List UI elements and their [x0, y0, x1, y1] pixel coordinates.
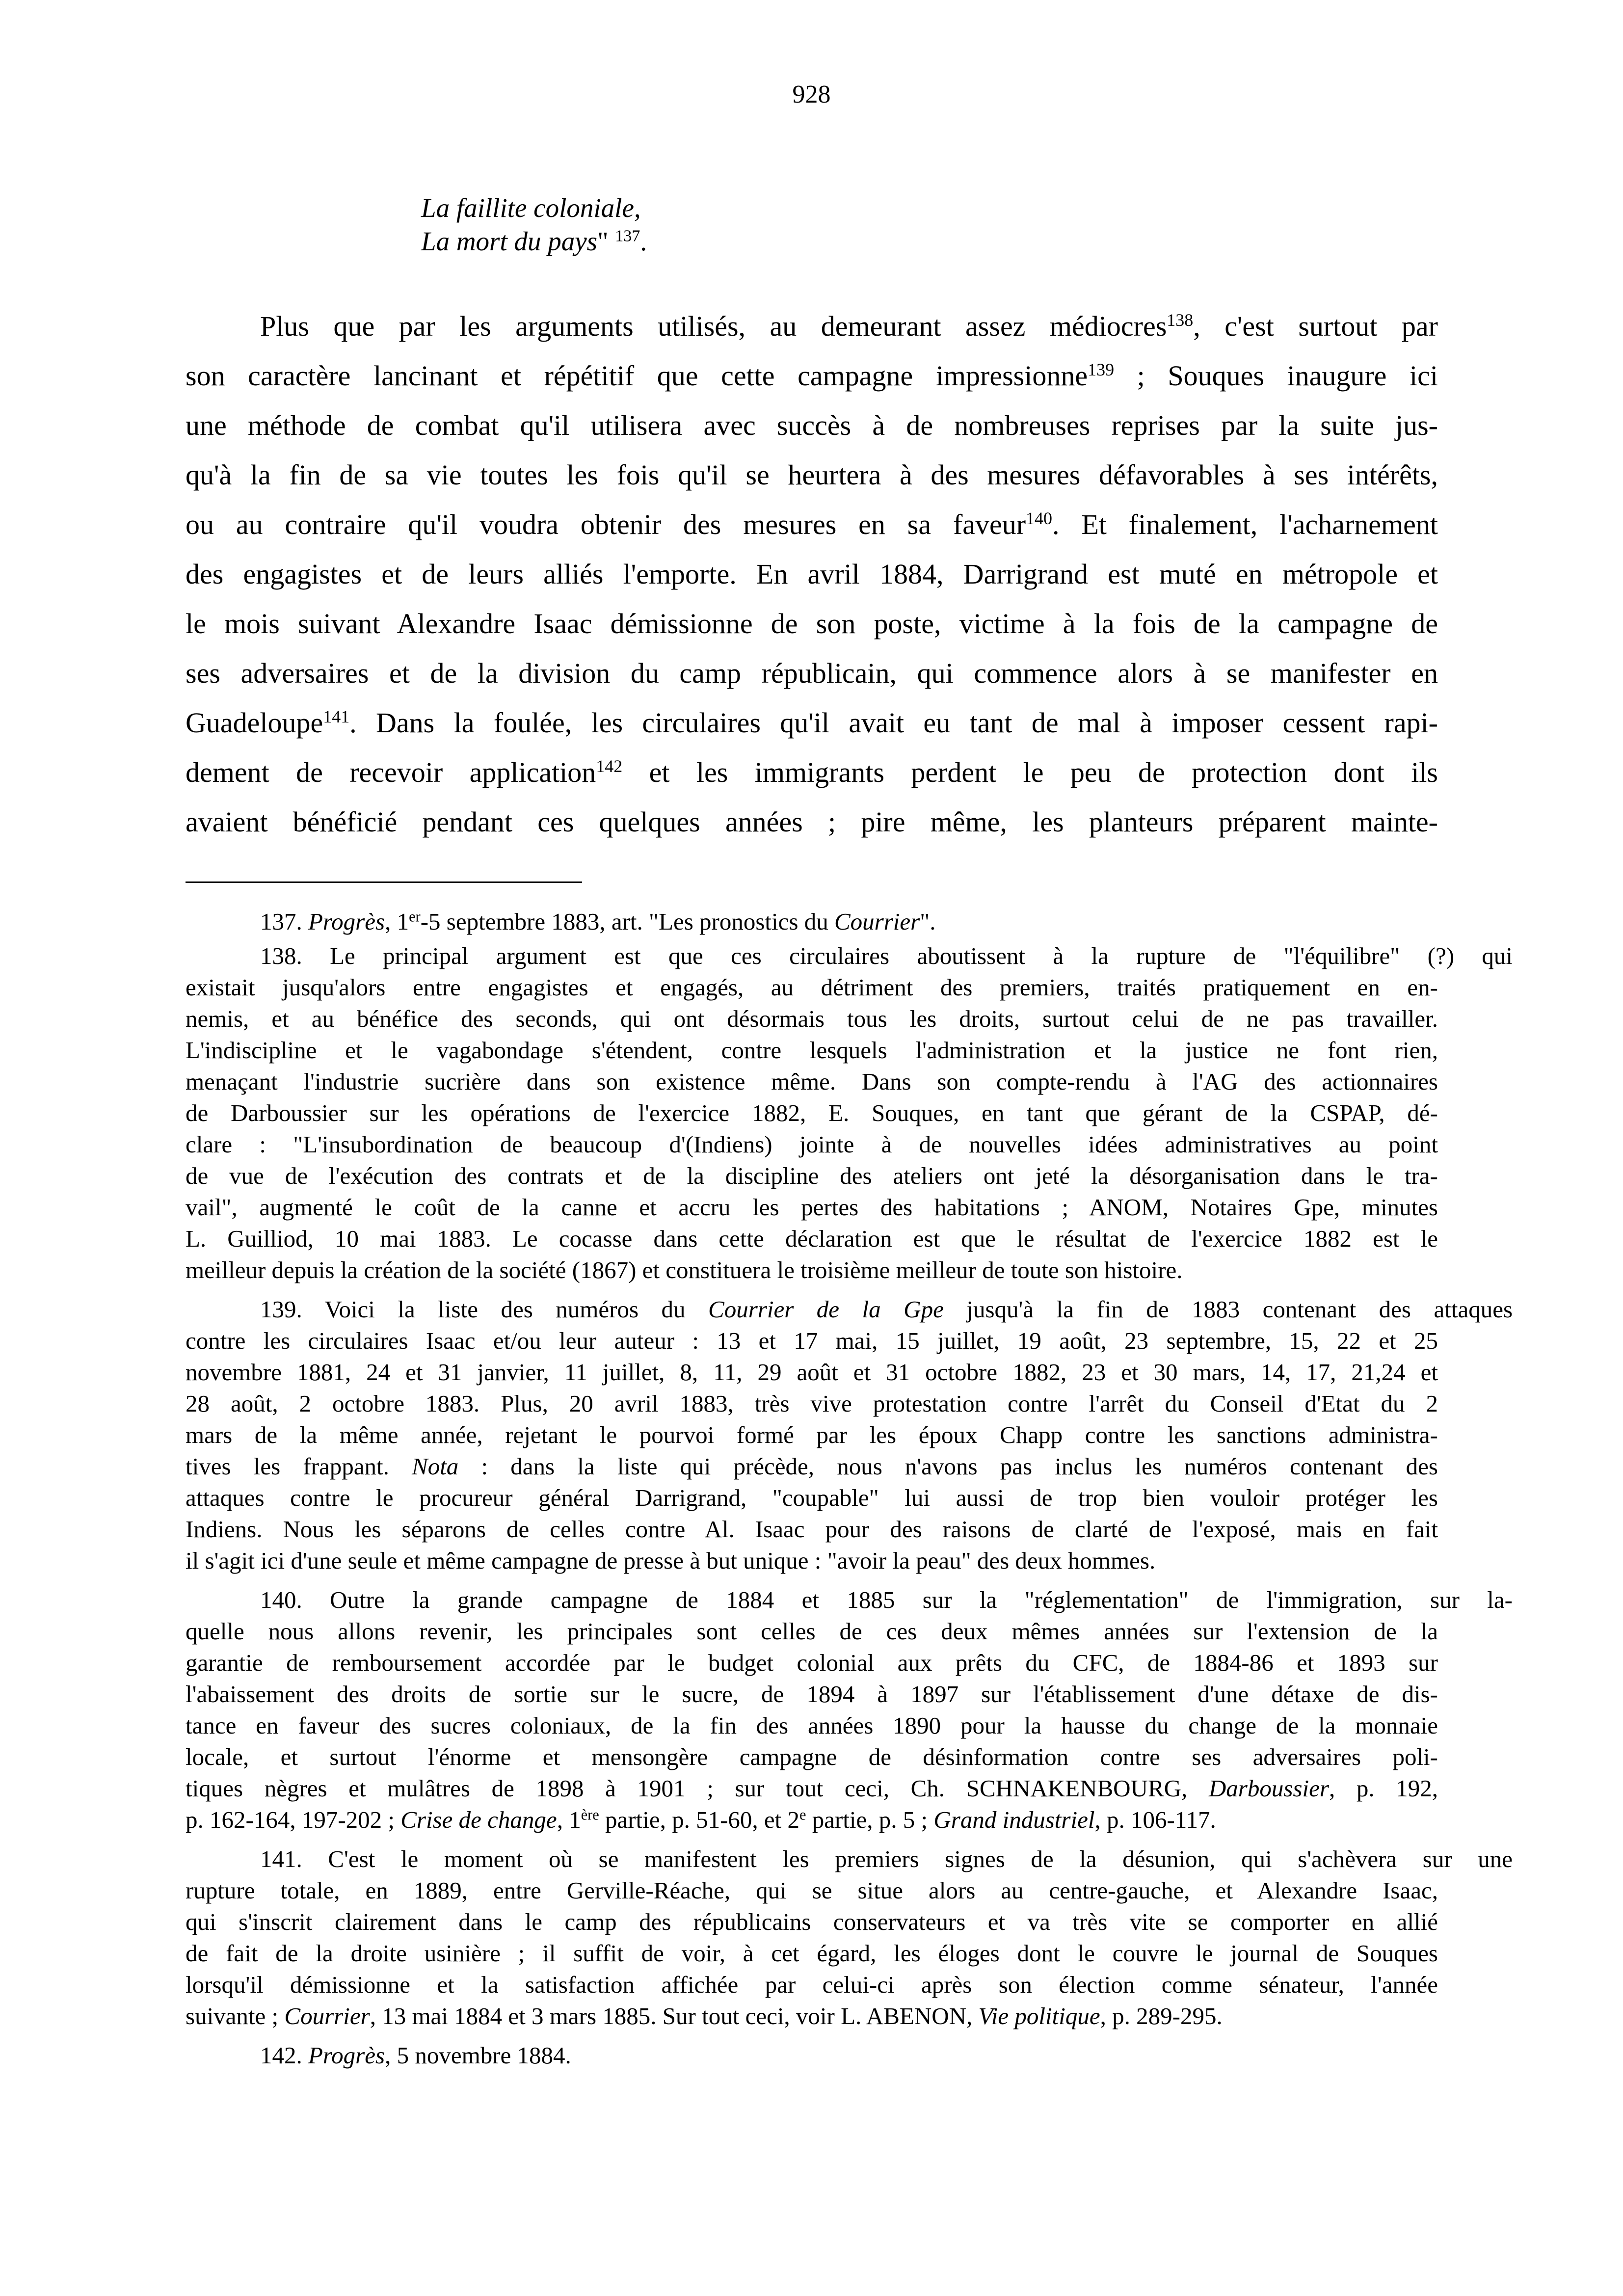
body-line: une méthode de combat qu'il utilisera avec succès à de nombreuses reprises par la suite jus-	[186, 409, 1438, 441]
footnote-line: garantie de remboursement accordée par le budget colonial aux prêts du CFC, de 1884-86 et 1893 sur	[186, 1649, 1438, 1676]
footnote-line: de Darboussier sur les opérations de l'exercice 1882, E. Souques, en tant que gérant de la CSPAP, dé-	[186, 1099, 1438, 1126]
footnote-line: existait jusqu'alors entre engagistes et engagés, au détriment des premiers, traités pratiquement en en-	[186, 974, 1438, 1001]
footnote-ref-139[interactable]: 139	[1088, 360, 1115, 380]
footnote-line: 141. C'est le moment où se manifestent les premiers signes de la désunion, qui s'achèvera sur une	[260, 1845, 1513, 1872]
footnote-line: qui s'inscrit clairement dans le camp des républicains conservateurs et va très vite se comporter en allié	[186, 1908, 1438, 1935]
footnote-line: quelle nous allons revenir, les principales sont celles de ces deux mêmes années sur l'extension de la	[186, 1618, 1438, 1645]
footnote-line: mars de la même année, rejetant le pourvoi formé par les époux Chapp contre les sanctions administra-	[186, 1421, 1438, 1448]
footnote-line: attaques contre le procureur général Darrigrand, "coupable" lui aussi de trop bien vouloir protéger les	[186, 1484, 1438, 1511]
footnote-line: nemis, et au bénéfice des seconds, qui ont désormais tous les droits, surtout celui de ne pas travailler.	[186, 1005, 1438, 1032]
footnote-ref-140[interactable]: 140	[1026, 508, 1053, 529]
body-line: son caractère lancinant et répétitif que cette campagne impressionne$^{139}$ ; Souques inaugure ici	[186, 360, 1438, 392]
footnote-line: 28 août, 2 octobre 1883. Plus, 20 avril 1883, très vive protestation contre l'arrêt du Conseil d'Etat du 2	[186, 1390, 1438, 1417]
body-line: ses adversaires et de la division du camp républicain, qui commence alors à se manifester en	[186, 657, 1438, 689]
footnote-ref-142[interactable]: 142	[596, 756, 623, 776]
body-line: Guadeloupe$^{141}$. Dans la foulée, les circulaires qu'il avait eu tant de mal à imposer cessent rapi-	[186, 707, 1438, 739]
footnote-line: tives les frappant. Nota : dans la liste qui précède, nous n'avons pas inclus les numéros contenant des	[186, 1453, 1438, 1480]
body-line: qu'à la fin de sa vie toutes les fois qu'il se heurtera à des mesures défavorables à ses intérêts,	[186, 459, 1438, 491]
body-line: Plus que par les arguments utilisés, au demeurant assez médiocres$^{138}$, c'est surtout par	[260, 310, 1438, 342]
body-line: avaient bénéficié pendant ces quelques années ; pire même, les planteurs préparent mainte-	[186, 806, 1438, 838]
footnote-137: 137. Progrès, 1er-5 septembre 1883, art. "Les pronostics du Courrier".	[260, 908, 936, 935]
footnote-line: de vue de l'exécution des contrats et de la discipline des ateliers ont jeté la désorganisation dans le tra-	[186, 1162, 1438, 1189]
footnote-line: tiques nègres et mulâtres de 1898 à 1901 ; sur tout ceci, Ch. SCHNAKENBOURG, Darboussier, p. 192,	[186, 1775, 1438, 1802]
footnote-line: vail", augmenté le coût de la canne et accru les pertes des habitations ; ANOM, Notaires Gpe, minutes	[186, 1194, 1438, 1221]
footnote-line: rupture totale, en 1889, entre Gerville-Réache, qui se situe alors au centre-gauche, et Alexandre Isaac,	[186, 1877, 1438, 1904]
footnote-line: 139. Voici la liste des numéros du Courrier de la Gpe jusqu'à la fin de 1883 contenant des attaques	[260, 1296, 1513, 1323]
footnote-line: menaçant l'industrie sucrière dans son existence même. Dans son compte-rendu à l'AG des actionnaires	[186, 1068, 1438, 1095]
footnote-ref-141[interactable]: 141	[323, 707, 350, 727]
footnote-line: contre les circulaires Isaac et/ou leur auteur : 13 et 17 mai, 15 juillet, 19 août, 23 septembre, 15, 22 et 25	[186, 1327, 1438, 1354]
footnote-ref-137[interactable]: 137	[615, 227, 640, 245]
body-line: le mois suivant Alexandre Isaac démissionne de son poste, victime à la fois de la campagne de	[186, 608, 1438, 640]
verse-line-2: La mort du pays" $^{137}$.	[421, 226, 647, 256]
footnote-line: l'abaissement des droits de sortie sur le sucre, de 1894 à 1897 sur l'établissement d'une détaxe de dis-	[186, 1681, 1438, 1708]
footnote-line: meilleur depuis la création de la société (1867) et constituera le troisième meilleur de toute son histoire.	[186, 1256, 1183, 1283]
footnote-line: Indiens. Nous les séparons de celles contre Al. Isaac pour des raisons de clarté de l'exposé, mais en fait	[186, 1516, 1438, 1543]
footnote-line: locale, et surtout l'énorme et mensongère campagne de désinformation contre ses adversaires poli-	[186, 1743, 1438, 1770]
footnote-line: 140. Outre la grande campagne de 1884 et 1885 sur la "réglementation" de l'immigration, sur la-	[260, 1586, 1513, 1613]
footnote-line: de fait de la droite usinière ; il suffit de voir, à cet égard, les éloges dont le couvre le journal de Souques	[186, 1940, 1438, 1967]
footnote-line: p. 162-164, 197-202 ; Crise de change, 1ère partie, p. 51-60, et 2e partie, p. 5 ; Grand industriel, p. 106-117.	[186, 1806, 1216, 1833]
footnote-line: L'indiscipline et le vagabondage s'étendent, contre lesquels l'administration et la justice ne font rien,	[186, 1037, 1438, 1064]
footnote-line: clare : "L'insubordination de beaucoup d'(Indiens) jointe à de nouvelles idées administratives au point	[186, 1131, 1438, 1158]
footnote-line: il s'agit ici d'une seule et même campagne de presse à but unique : "avoir la peau" des deux hommes.	[186, 1547, 1156, 1574]
footnote-line: suivante ; Courrier, 13 mai 1884 et 3 mars 1885. Sur tout ceci, voir L. ABENON, Vie politique, p. 289-295.	[186, 2002, 1223, 2029]
footnote-separator	[186, 881, 582, 883]
verse-line-1: La faillite coloniale,	[421, 193, 641, 223]
footnote-line: novembre 1881, 24 et 31 janvier, 11 juillet, 8, 11, 29 août et 31 octobre 1882, 23 et 30 mars, 14, 17, 21,24 et	[186, 1359, 1438, 1386]
page-number: 928	[792, 80, 831, 108]
footnote-line: L. Guilliod, 10 mai 1883. Le cocasse dans cette déclaration est que le résultat de l'exercice 1882 est le	[186, 1225, 1438, 1252]
body-line: des engagistes et de leurs alliés l'emporte. En avril 1884, Darrigrand est muté en métropole et	[186, 558, 1438, 590]
footnote-line: lorsqu'il démissionne et la satisfaction affichée par celui-ci après son élection comme sénateur, l'année	[186, 1971, 1438, 1998]
footnote-line: 138. Le principal argument est que ces circulaires aboutissent à la rupture de "l'équilibre" (?) qui	[260, 942, 1513, 969]
body-line: dement de recevoir application$^{142}$ et les immigrants perdent le peu de protection dont ils	[186, 756, 1438, 788]
footnote-line: tance en faveur des sucres coloniaux, de la fin des années 1890 pour la hausse du change de la monnaie	[186, 1712, 1438, 1739]
footnote-ref-138[interactable]: 138	[1167, 310, 1194, 330]
body-line: ou au contraire qu'il voudra obtenir des mesures en sa faveur$^{140}$. Et finalement, l'acharnement	[186, 508, 1438, 540]
footnote-142: 142. Progrès, 5 novembre 1884.	[260, 2042, 571, 2069]
